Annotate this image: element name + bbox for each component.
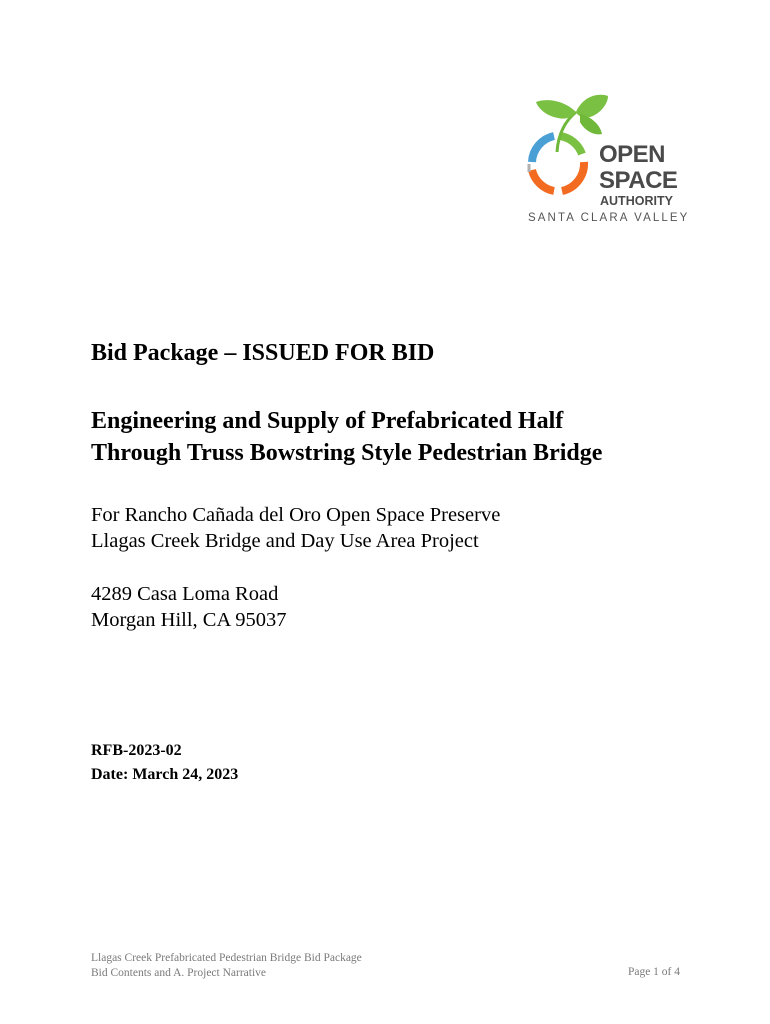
project-line: Llagas Creek Bridge and Day Use Area Project: [91, 530, 479, 552]
issue-date: Date: March 24, 2023: [91, 766, 239, 783]
subtitle-line: Through Truss Bowstring Style Pedestrian Bridge: [91, 440, 603, 466]
page-number: Page 1 of 4: [627, 966, 680, 978]
logo-word-space: SPACE: [599, 167, 678, 194]
footer-line: Bid Contents and A. Project Narrative: [91, 967, 267, 979]
project-address: [91, 581, 287, 633]
document-title: Bid Package – ISSUED FOR BID: [91, 340, 435, 366]
document-subtitle: [91, 405, 602, 469]
project-description: [91, 502, 500, 554]
project-line: For Rancho Cañada del Oro Open Space Preserve: [91, 504, 501, 526]
footer-document-info: [91, 951, 362, 981]
address-line: 4289 Casa Loma Road: [91, 583, 279, 605]
logo-word-open: OPEN: [599, 141, 666, 168]
logo-word-authority: AUTHORITY: [600, 194, 673, 208]
logo-tagline: SANTA CLARA VALLEY: [528, 212, 690, 224]
subtitle-line: Engineering and Supply of Prefabricated Half: [91, 408, 564, 434]
address-line: Morgan Hill, CA 95037: [91, 609, 287, 631]
rfb-block: [91, 739, 238, 787]
footer-line: Llagas Creek Prefabricated Pedestrian Bridge Bid Package: [91, 952, 362, 964]
open-space-authority-logo: [524, 90, 690, 230]
rfb-number: RFB-2023-02: [91, 742, 182, 759]
